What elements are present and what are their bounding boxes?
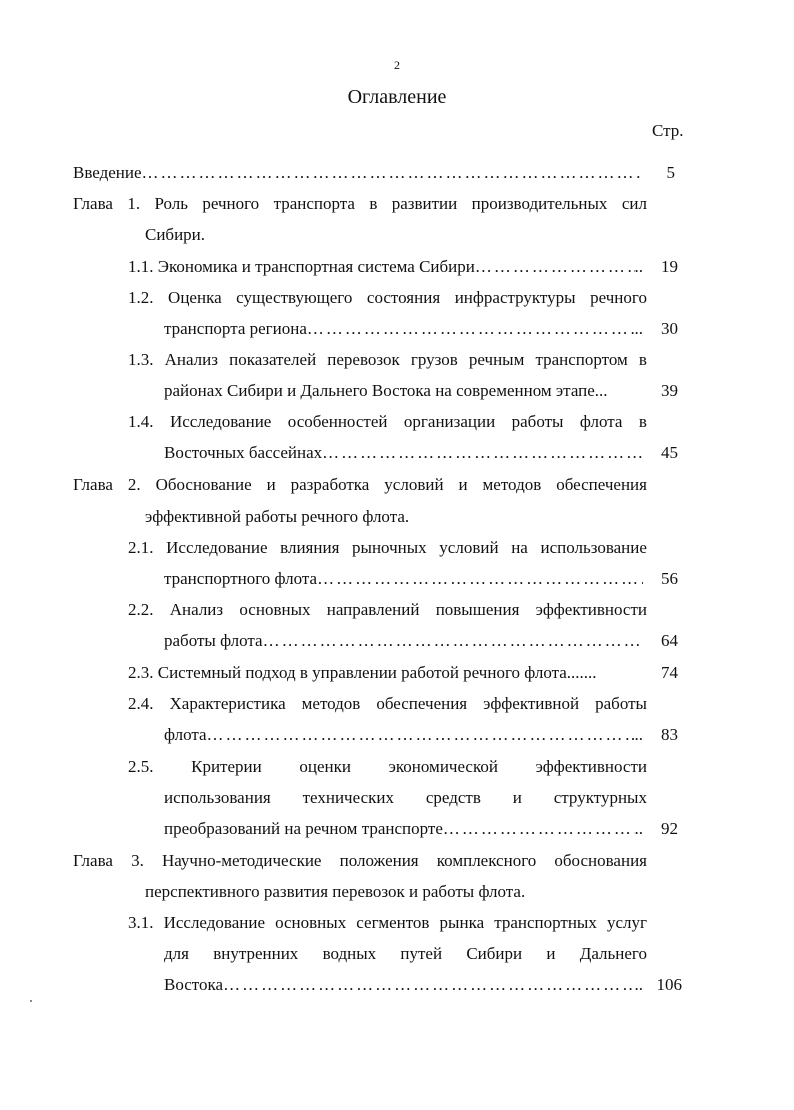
toc-chapter-3-line1[interactable] — [73, 851, 647, 871]
toc-chapter-1-line2: Сибири. — [145, 225, 206, 244]
toc-word: сил — [621, 194, 647, 213]
toc-entry-1-2-line2[interactable] — [164, 319, 643, 339]
toc-word: развитии — [391, 194, 458, 213]
toc-word: работы — [595, 694, 647, 713]
toc-word: Анализ — [164, 350, 218, 369]
toc-word: 1. — [127, 194, 141, 213]
toc-word: грузов — [410, 350, 458, 369]
toc-entry-label: Введение — [73, 163, 142, 182]
toc-word: 1.2. — [128, 288, 154, 307]
toc-word: водных — [322, 944, 377, 963]
toc-entry-2-1-line2[interactable] — [164, 569, 643, 589]
toc-word: внутренних — [213, 944, 299, 963]
toc-word: 1.4. — [128, 412, 154, 431]
toc-entry-1-4-line1[interactable] — [128, 412, 647, 432]
toc-word: речного — [590, 288, 647, 307]
toc-word: .. — [634, 725, 643, 744]
toc-entry-2-2-line2[interactable] — [164, 631, 643, 651]
toc-word: разработка — [290, 475, 370, 494]
toc-word: условий — [439, 538, 499, 557]
toc-word: Исследование — [166, 538, 268, 557]
toc-word: Дальнего — [579, 944, 647, 963]
toc-word: в — [638, 350, 647, 369]
toc-page-number: 74 — [661, 663, 678, 682]
toc-word: транспорта — [273, 194, 355, 213]
toc-word: перевозок — [327, 350, 400, 369]
dot-leader — [223, 975, 634, 995]
toc-word: комплексного — [436, 851, 537, 870]
toc-word: флота — [579, 412, 623, 431]
toc-word: и — [458, 475, 468, 494]
toc-word: эффективности — [535, 757, 647, 776]
toc-word: Сибири — [466, 944, 523, 963]
toc-word: оценки — [299, 757, 351, 776]
toc-word: Исследование — [169, 412, 272, 431]
toc-word: Глава — [73, 475, 113, 494]
toc-entry-2-3[interactable]: 2.3. Системный подход в управлении работой речного флота....... — [128, 663, 597, 682]
toc-word: услуг — [606, 913, 647, 932]
toc-word: основных — [239, 600, 311, 619]
toc-word: работы флота — [164, 631, 263, 650]
toc-word: и — [512, 788, 522, 807]
toc-word: транспортного флота — [164, 569, 318, 588]
toc-word: повышения — [435, 600, 520, 619]
toc-word: транспорта региона — [164, 319, 307, 338]
toc-page-number: 19 — [661, 257, 678, 276]
dot-leader — [475, 257, 635, 277]
toc-page-number: 83 — [661, 725, 678, 744]
toc-word: для — [164, 944, 189, 963]
toc-word: Анализ — [169, 600, 224, 619]
toc-word: 3. — [131, 851, 144, 870]
toc-word: Востока — [164, 975, 224, 994]
toc-word: структурных — [553, 788, 647, 807]
toc-page-number: 106 — [656, 975, 682, 994]
toc-word: 2.4. — [128, 694, 154, 713]
toc-word: экономической — [388, 757, 498, 776]
toc-word: влияния — [280, 538, 340, 557]
toc-word: организации — [403, 412, 496, 431]
toc-chapter-2-line2: эффективной работы речного флота. — [145, 507, 410, 526]
toc-page-number: 39 — [661, 381, 678, 400]
toc-word: направлений — [326, 600, 420, 619]
toc-entry-2-5-line3[interactable] — [164, 819, 643, 839]
toc-word: 2. — [127, 475, 141, 494]
toc-word: обеспечения — [376, 694, 468, 713]
toc-word: использование — [540, 538, 647, 557]
toc-word: .. — [634, 257, 643, 276]
toc-word: речного — [202, 194, 260, 213]
toc-entry-1-2-line1[interactable] — [128, 288, 647, 308]
toc-word: Исследование — [163, 913, 265, 932]
toc-entry-1-3-line1[interactable] — [128, 350, 647, 370]
toc-word: .. — [634, 975, 643, 994]
toc-word: Научно-методические — [161, 851, 322, 870]
dot-leader — [317, 569, 643, 589]
toc-entry-2-2-line1[interactable] — [128, 600, 647, 620]
toc-entry-2-4-line1[interactable] — [128, 694, 647, 714]
toc-word: Характеристика — [169, 694, 286, 713]
toc-page-number: 45 — [661, 443, 678, 462]
toc-word: Восточных бассейнах — [164, 443, 323, 462]
toc-word: Оценка — [168, 288, 222, 307]
toc-word: транспортных — [494, 913, 597, 932]
toc-entry-2-5-line1[interactable] — [128, 757, 647, 777]
dot-leader — [142, 163, 643, 183]
toc-word: 2.1. — [128, 538, 154, 557]
toc-word: в — [638, 412, 647, 431]
toc-word: 1.3. — [128, 350, 154, 369]
toc-word: эффективной — [483, 694, 580, 713]
toc-word: Обоснование — [155, 475, 252, 494]
toc-word: технических — [302, 788, 394, 807]
toc-word: и — [546, 944, 556, 963]
scan-speck — [30, 1000, 32, 1002]
toc-word: транспортом — [535, 350, 628, 369]
toc-chapter-1-line1[interactable] — [73, 194, 647, 214]
toc-entry-3-1-line3[interactable] — [164, 975, 643, 995]
toc-word: .. — [634, 319, 643, 338]
toc-page-number: 30 — [661, 319, 678, 338]
toc-word: основных — [275, 913, 347, 932]
toc-entry-1-4-line2[interactable] — [164, 443, 643, 463]
toc-word: обоснования — [554, 851, 647, 870]
toc-chapter-2-line1[interactable] — [73, 475, 647, 495]
toc-entry-2-4-line2[interactable] — [164, 725, 643, 745]
toc-word: в — [369, 194, 378, 213]
dot-leader — [322, 443, 643, 463]
toc-chapter-3-line2: перспективного развития перевозок и работы флота. — [145, 882, 526, 901]
toc-word: рынка — [439, 913, 485, 932]
dot-leader — [207, 725, 635, 745]
toc-entry-introduction[interactable] — [73, 163, 643, 183]
toc-word: особенностей — [287, 412, 388, 431]
dot-leader — [263, 631, 643, 651]
toc-word: 2.5. — [128, 757, 154, 776]
toc-word: на — [511, 538, 528, 557]
toc-word: флота — [164, 725, 207, 744]
toc-word: использования — [164, 788, 271, 807]
page-number: 2 — [394, 58, 400, 72]
toc-word: условий — [384, 475, 444, 494]
toc-entry-2-5-line2[interactable] — [164, 788, 647, 808]
toc-entry-3-1-line2[interactable] — [164, 944, 647, 964]
toc-entry-2-1-line1[interactable] — [128, 538, 647, 558]
toc-word: рыночных — [352, 538, 427, 557]
toc-word: 1.1. Экономика и транспортная система Сибири — [128, 257, 475, 276]
toc-word: производительных — [471, 194, 608, 213]
toc-word: путей — [400, 944, 443, 963]
toc-word: Глава — [73, 194, 113, 213]
toc-word: и — [266, 475, 276, 494]
toc-word: .. — [634, 819, 643, 838]
page-column-label: Стр. — [652, 121, 684, 140]
toc-page-number: 56 — [661, 569, 678, 588]
toc-word: инфраструктуры — [454, 288, 576, 307]
toc-word: 2.2. — [128, 600, 154, 619]
page-title: Оглавление — [347, 86, 447, 108]
toc-word: Глава — [73, 851, 113, 870]
toc-word: существующего — [236, 288, 353, 307]
toc-page-number: 92 — [661, 819, 678, 838]
toc-word: средств — [425, 788, 481, 807]
toc-word: положения — [339, 851, 419, 870]
toc-entry-3-1-line1[interactable] — [128, 913, 647, 933]
toc-page-number: 64 — [661, 631, 678, 650]
toc-word: 3.1. — [128, 913, 154, 932]
toc-word: Роль — [154, 194, 188, 213]
toc-entry-1-1[interactable] — [128, 257, 643, 277]
toc-word: показателей — [229, 350, 317, 369]
toc-word: эффективности — [535, 600, 647, 619]
toc-word: речным — [468, 350, 525, 369]
toc-word: работы — [511, 412, 564, 431]
toc-word: преобразований на речном транспорте — [164, 819, 443, 838]
toc-word: обеспечения — [556, 475, 647, 494]
toc-entry-1-3-line2[interactable]: районах Сибири и Дальнего Востока на современном этапе... — [164, 381, 608, 400]
toc-word: сегментов — [356, 913, 430, 932]
dot-leader — [307, 319, 635, 339]
toc-page-number: 5 — [666, 163, 675, 182]
toc-word: методов — [301, 694, 361, 713]
toc-word: Критерии — [191, 757, 262, 776]
toc-word: состояния — [366, 288, 441, 307]
toc-word: методов — [482, 475, 542, 494]
dot-leader — [443, 819, 635, 839]
